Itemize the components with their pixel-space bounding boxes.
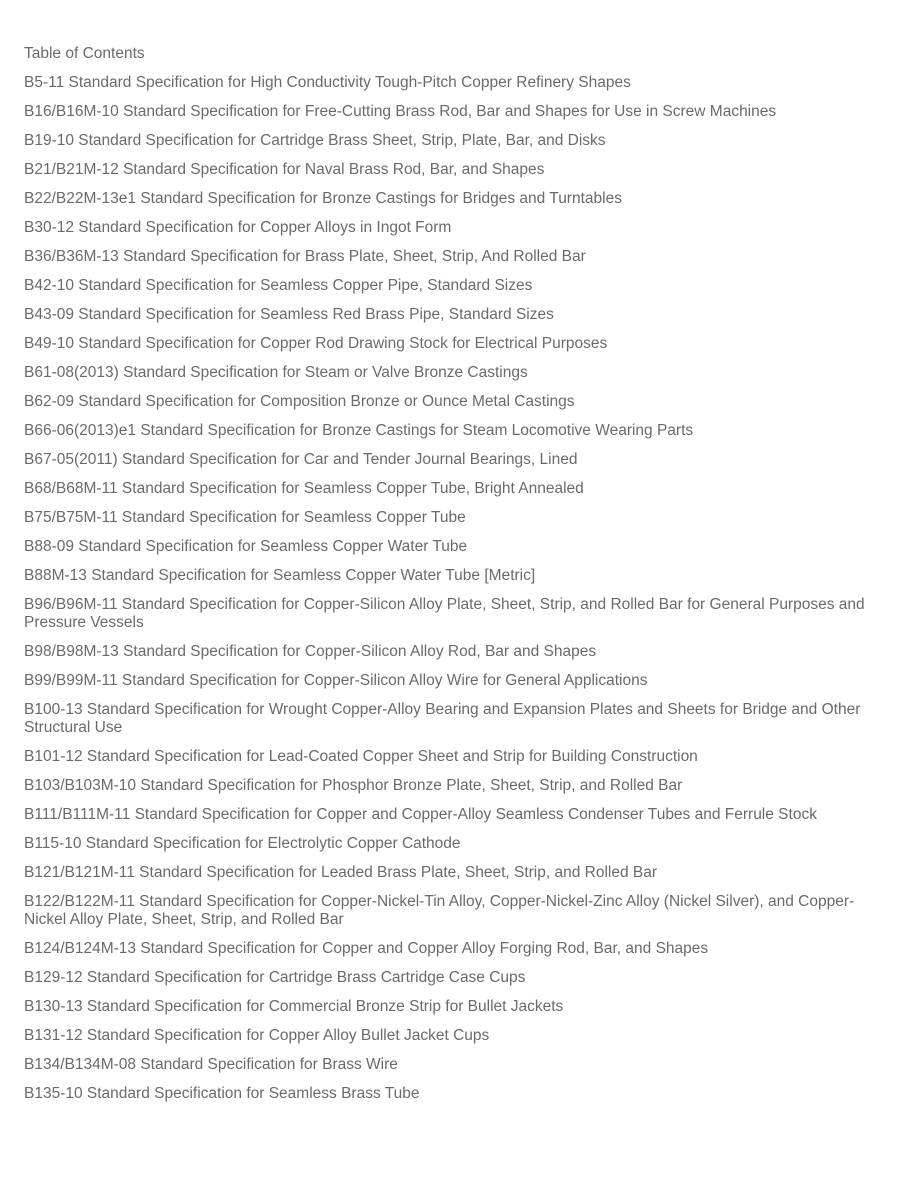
toc-title: Table of Contents <box>24 45 145 62</box>
toc-page <box>24 45 896 1114</box>
toc-entry[interactable]: B121/B121M-11 Standard Specification for Leaded Brass Plate, Sheet, Strip, and Rolled Bar <box>24 864 658 881</box>
toc-entry[interactable]: B5-11 Standard Specification for High Conductivity Tough-Pitch Copper Refinery Shapes <box>24 74 631 91</box>
toc-entry[interactable]: B49-10 Standard Specification for Copper Rod Drawing Stock for Electrical Purposes <box>24 335 608 352</box>
toc-entry[interactable]: B61-08(2013) Standard Specification for Steam or Valve Bronze Castings <box>24 364 528 381</box>
toc-entry[interactable]: B98/B98M-13 Standard Specification for Copper-Silicon Alloy Rod, Bar and Shapes <box>24 643 597 660</box>
toc-entry[interactable]: B62-09 Standard Specification for Composition Bronze or Ounce Metal Castings <box>24 393 575 410</box>
toc-entry[interactable]: B43-09 Standard Specification for Seamless Red Brass Pipe, Standard Sizes <box>24 306 554 323</box>
toc-entry[interactable]: B75/B75M-11 Standard Specification for Seamless Copper Tube <box>24 509 466 526</box>
toc-entry[interactable]: B16/B16M-10 Standard Specification for Free-Cutting Brass Rod, Bar and Shapes for Use in Screw Machines <box>24 103 777 120</box>
toc-entry[interactable]: B30-12 Standard Specification for Copper Alloys in Ingot Form <box>24 219 452 236</box>
toc-entry[interactable]: B96/B96M-11 Standard Specification for Copper-Silicon Alloy Plate, Sheet, Strip, and Rolled Bar for General Purposes and Pressure Vessels <box>24 596 865 631</box>
toc-entry[interactable]: B68/B68M-11 Standard Specification for Seamless Copper Tube, Bright Annealed <box>24 480 584 497</box>
toc-entry[interactable]: B124/B124M-13 Standard Specification for Copper and Copper Alloy Forging Rod, Bar, and Shapes <box>24 940 709 957</box>
toc-entry[interactable]: B88M-13 Standard Specification for Seamless Copper Water Tube [Metric] <box>24 567 536 584</box>
toc-entry[interactable]: B111/B111M-11 Standard Specification for Copper and Copper-Alloy Seamless Condenser Tubes and Ferrule Stock <box>24 806 817 823</box>
toc-entry[interactable]: B66-06(2013)e1 Standard Specification for Bronze Castings for Steam Locomotive Wearing Parts <box>24 422 694 439</box>
toc-entry[interactable]: B131-12 Standard Specification for Copper Alloy Bullet Jacket Cups <box>24 1027 490 1044</box>
toc-entry[interactable]: B101-12 Standard Specification for Lead-Coated Copper Sheet and Strip for Building Construction <box>24 748 698 765</box>
toc-entry[interactable]: B19-10 Standard Specification for Cartridge Brass Sheet, Strip, Plate, Bar, and Disks <box>24 132 606 149</box>
toc-list <box>24 74 896 1103</box>
toc-entry[interactable]: B42-10 Standard Specification for Seamless Copper Pipe, Standard Sizes <box>24 277 533 294</box>
toc-entry[interactable]: B115-10 Standard Specification for Electrolytic Copper Cathode <box>24 835 461 852</box>
toc-entry[interactable]: B134/B134M-08 Standard Specification for Brass Wire <box>24 1056 398 1073</box>
toc-entry[interactable]: B129-12 Standard Specification for Cartridge Brass Cartridge Case Cups <box>24 969 526 986</box>
toc-entry[interactable]: B100-13 Standard Specification for Wrought Copper-Alloy Bearing and Expansion Plates and Sheets for Bridge and Other Structural Use <box>24 701 861 736</box>
toc-entry[interactable]: B88-09 Standard Specification for Seamless Copper Water Tube <box>24 538 468 555</box>
toc-entry[interactable]: B36/B36M-13 Standard Specification for Brass Plate, Sheet, Strip, And Rolled Bar <box>24 248 586 265</box>
toc-entry[interactable]: B135-10 Standard Specification for Seamless Brass Tube <box>24 1085 420 1102</box>
toc-entry[interactable]: B67-05(2011) Standard Specification for Car and Tender Journal Bearings, Lined <box>24 451 578 468</box>
toc-entry[interactable]: B130-13 Standard Specification for Commercial Bronze Strip for Bullet Jackets <box>24 998 564 1015</box>
toc-entry[interactable]: B99/B99M-11 Standard Specification for Copper-Silicon Alloy Wire for General Applications <box>24 672 648 689</box>
toc-entry[interactable]: B122/B122M-11 Standard Specification for Copper-Nickel-Tin Alloy, Copper-Nickel-Zinc Alloy (Nickel Silver), and Copper-Nickel Alloy Plate, Sheet, Strip, and Rolled Bar <box>24 893 855 928</box>
toc-entry[interactable]: B21/B21M-12 Standard Specification for Naval Brass Rod, Bar, and Shapes <box>24 161 545 178</box>
toc-entry[interactable]: B22/B22M-13e1 Standard Specification for Bronze Castings for Bridges and Turntables <box>24 190 622 207</box>
toc-entry[interactable]: B103/B103M-10 Standard Specification for Phosphor Bronze Plate, Sheet, Strip, and Rolled Bar <box>24 777 683 794</box>
